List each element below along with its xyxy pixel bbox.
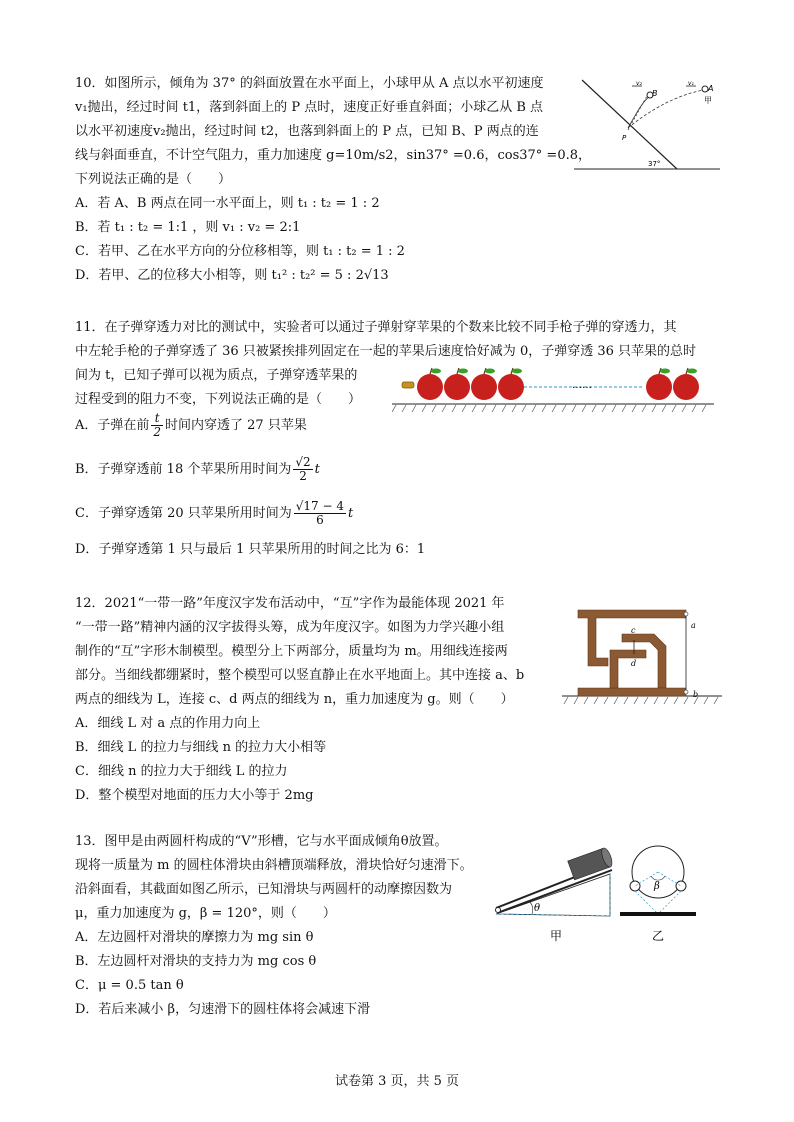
bullet-icon (402, 382, 414, 388)
q13-option-d: D．若后来减小 β，匀速滑下的圆柱体将会减速下滑 (75, 1002, 371, 1017)
q10-label-jia: 甲 (704, 96, 712, 105)
q11-option-a-pre: A．子弹在前 (75, 418, 150, 433)
q10-option-c: C．若甲、乙在水平方向的分位移相等，则 t₁ : t₂ = 1 : 2 (75, 244, 405, 259)
apple-icon (498, 368, 524, 400)
q13-figure-yi (618, 834, 698, 946)
q13-line-2: 现将一质量为 m 的圆柱体滑块由斜槽顶端释放，滑块恰好匀速滑下。 (75, 858, 473, 873)
q11-option-b (75, 456, 575, 483)
q10-line-1: 10．如图所示，倾角为 37° 的斜面放置在水平面上，小球甲从 A 点以水平初速度 (75, 76, 544, 91)
q12-option-d: D．整个模型对地面的压力大小等于 2mg (75, 788, 314, 803)
q11-line-3: 间为 t，已知子弹可以视为质点，子弹穿透苹果的 (75, 368, 358, 383)
q12-label-a: a (691, 621, 696, 630)
q11-line-1: 11．在子弹穿透力对比的测试中，实验者可以通过子弹射穿苹果的个数来比较不同手枪子弹的穿透力，其 (75, 320, 677, 335)
question-10 (75, 72, 592, 288)
q11-option-c-den: 6 (316, 513, 324, 527)
q11-option-a-post: 时间内穿透了 27 只苹果 (165, 418, 307, 433)
q12-line-2: “一带一路”精神内涵的汉字拔得头筹，成为年度汉字。如图为力学兴趣小组 (75, 620, 505, 635)
q12-model-figure (562, 604, 722, 710)
q12-label-d: d (631, 659, 637, 668)
apple-icon (673, 368, 699, 400)
q11-option-a-num: t (151, 412, 163, 426)
q12-line-1: 12．2021“一带一路”年度汉字发布活动中，“互”字作为最能体现 2021 年 (75, 596, 505, 611)
q10-incline-figure (572, 76, 722, 172)
apple-icon (444, 368, 470, 400)
q11-apples-figure (392, 362, 714, 414)
q13-line-3: 沿斜面看，其截面如图乙所示，已知滑块与两圆杆的动摩擦因数为 (75, 882, 453, 897)
page-footer: 试卷第 3 页，共 5 页 (334, 1074, 460, 1089)
q13-label-beta: β (654, 881, 660, 892)
q13-label-jia: 甲 (550, 929, 563, 943)
q11-option-a-den: 2 (153, 425, 162, 439)
q12-line-4: 部分。当细线都绷紧时，整个模型可以竖直静止在水平地面上。其中连接 a、b (75, 668, 525, 683)
q12-option-a: A．细线 L 对 a 点的作用力向上 (75, 716, 261, 731)
q10-label-angle: 37° (648, 160, 661, 168)
q10-option-d: D．若甲、乙的位移大小相等，则 t₁² : t₂² = 5 : 2√13 (75, 268, 389, 283)
question-13 (75, 830, 495, 1022)
q13-option-c: C．μ = 0.5 tan θ (75, 978, 184, 993)
q11-option-c-num: √17 − 4 (295, 499, 344, 513)
q10-label-a: A (708, 84, 714, 93)
q10-option-b: B．若 t₁ : t₂ = 1:1 ，则 v₁ : v₂ = 2:1 (75, 220, 301, 235)
q10-line-4: 线与斜面垂直，不计空气阻力，重力加速度 g=10m/s2，sin37° =0.6，cos37° =0.8， (75, 148, 592, 163)
q10-label-v2: v₂ (636, 80, 642, 87)
q12-line-5: 两点的细线为 L，连接 c、d 两点的细线为 n，重力加速度为 g。则（ ） (75, 692, 514, 707)
q10-label-p: P (622, 134, 627, 142)
q11-dots: …… (572, 380, 592, 391)
q11-option-b-num: √2 (295, 455, 311, 469)
q13-option-b: B．左边圆杆对滑块的支持力为 mg cos θ (75, 954, 317, 969)
apple-icon (417, 368, 443, 400)
q11-option-b-den: 2 (299, 469, 307, 483)
q11-option-a (75, 412, 575, 439)
q11-option-c-post: t (348, 506, 354, 521)
q12-line-3: 制作的“互”字形木制模型。模型分上下两部分，质量均为 m。用细线连接两 (75, 644, 508, 659)
q13-line-1: 13．图甲是由两圆杆构成的“V”形槽，它与水平面成倾角θ放置。 (75, 834, 448, 849)
q12-label-b: b (693, 690, 699, 699)
apple-icon (646, 368, 672, 400)
q13-figure-jia (492, 834, 622, 946)
q11-option-d (75, 538, 575, 562)
q10-option-a: A．若 A、B 两点在同一水平面上，则 t₁ : t₂ = 1 : 2 (75, 196, 380, 211)
question-12 (75, 592, 565, 808)
q13-option-a: A．左边圆杆对滑块的摩擦力为 mg sin θ (75, 930, 314, 945)
q12-option-b: B．细线 L 的拉力与细线 n 的拉力大小相等 (75, 740, 327, 755)
q13-line-4: μ，重力加速度为 g，β = 120°，则（ ） (75, 906, 336, 921)
q13-label-theta: θ (534, 903, 541, 914)
q11-option-d-text: D．子弹穿透第 1 只与最后 1 只苹果所用的时间之比为 6：1 (75, 542, 426, 557)
q13-label-yi: 乙 (652, 929, 665, 943)
q10-line-2: v₁抛出，经过时间 t1，落到斜面上的 P 点时，速度正好垂直斜面；小球乙从 B 点 (75, 100, 544, 115)
q11-line-4: 过程受到的阻力不变，下列说法正确的是（ ） (75, 392, 362, 407)
q11-line-2: 中左轮手枪的子弹穿透了 36 只被紧挨排列固定在一起的苹果后速度恰好减为 0，子弹穿透 36 只苹果的总时 (75, 344, 697, 359)
q10-line-5: 下列说法正确的是（ ） (75, 172, 232, 187)
q12-label-c: c (631, 626, 636, 635)
q10-label-v1: v₁ (688, 80, 694, 87)
q11-option-c-pre: C．子弹穿透第 20 只苹果所用时间为 (75, 506, 292, 521)
q10-line-3: 以水平初速度v₂抛出，经过时间 t2，也落到斜面上的 P 点，已知 B、P 两点的连 (75, 124, 539, 139)
q12-option-c: C．细线 n 的拉力大于细线 L 的拉力 (75, 764, 288, 779)
q10-label-b: B (652, 89, 658, 98)
apple-icon (471, 368, 497, 400)
q11-option-c (75, 500, 575, 527)
q11-option-b-pre: B．子弹穿透前 18 个苹果所用时间为 (75, 462, 292, 477)
q11-option-b-post: t (314, 462, 320, 477)
